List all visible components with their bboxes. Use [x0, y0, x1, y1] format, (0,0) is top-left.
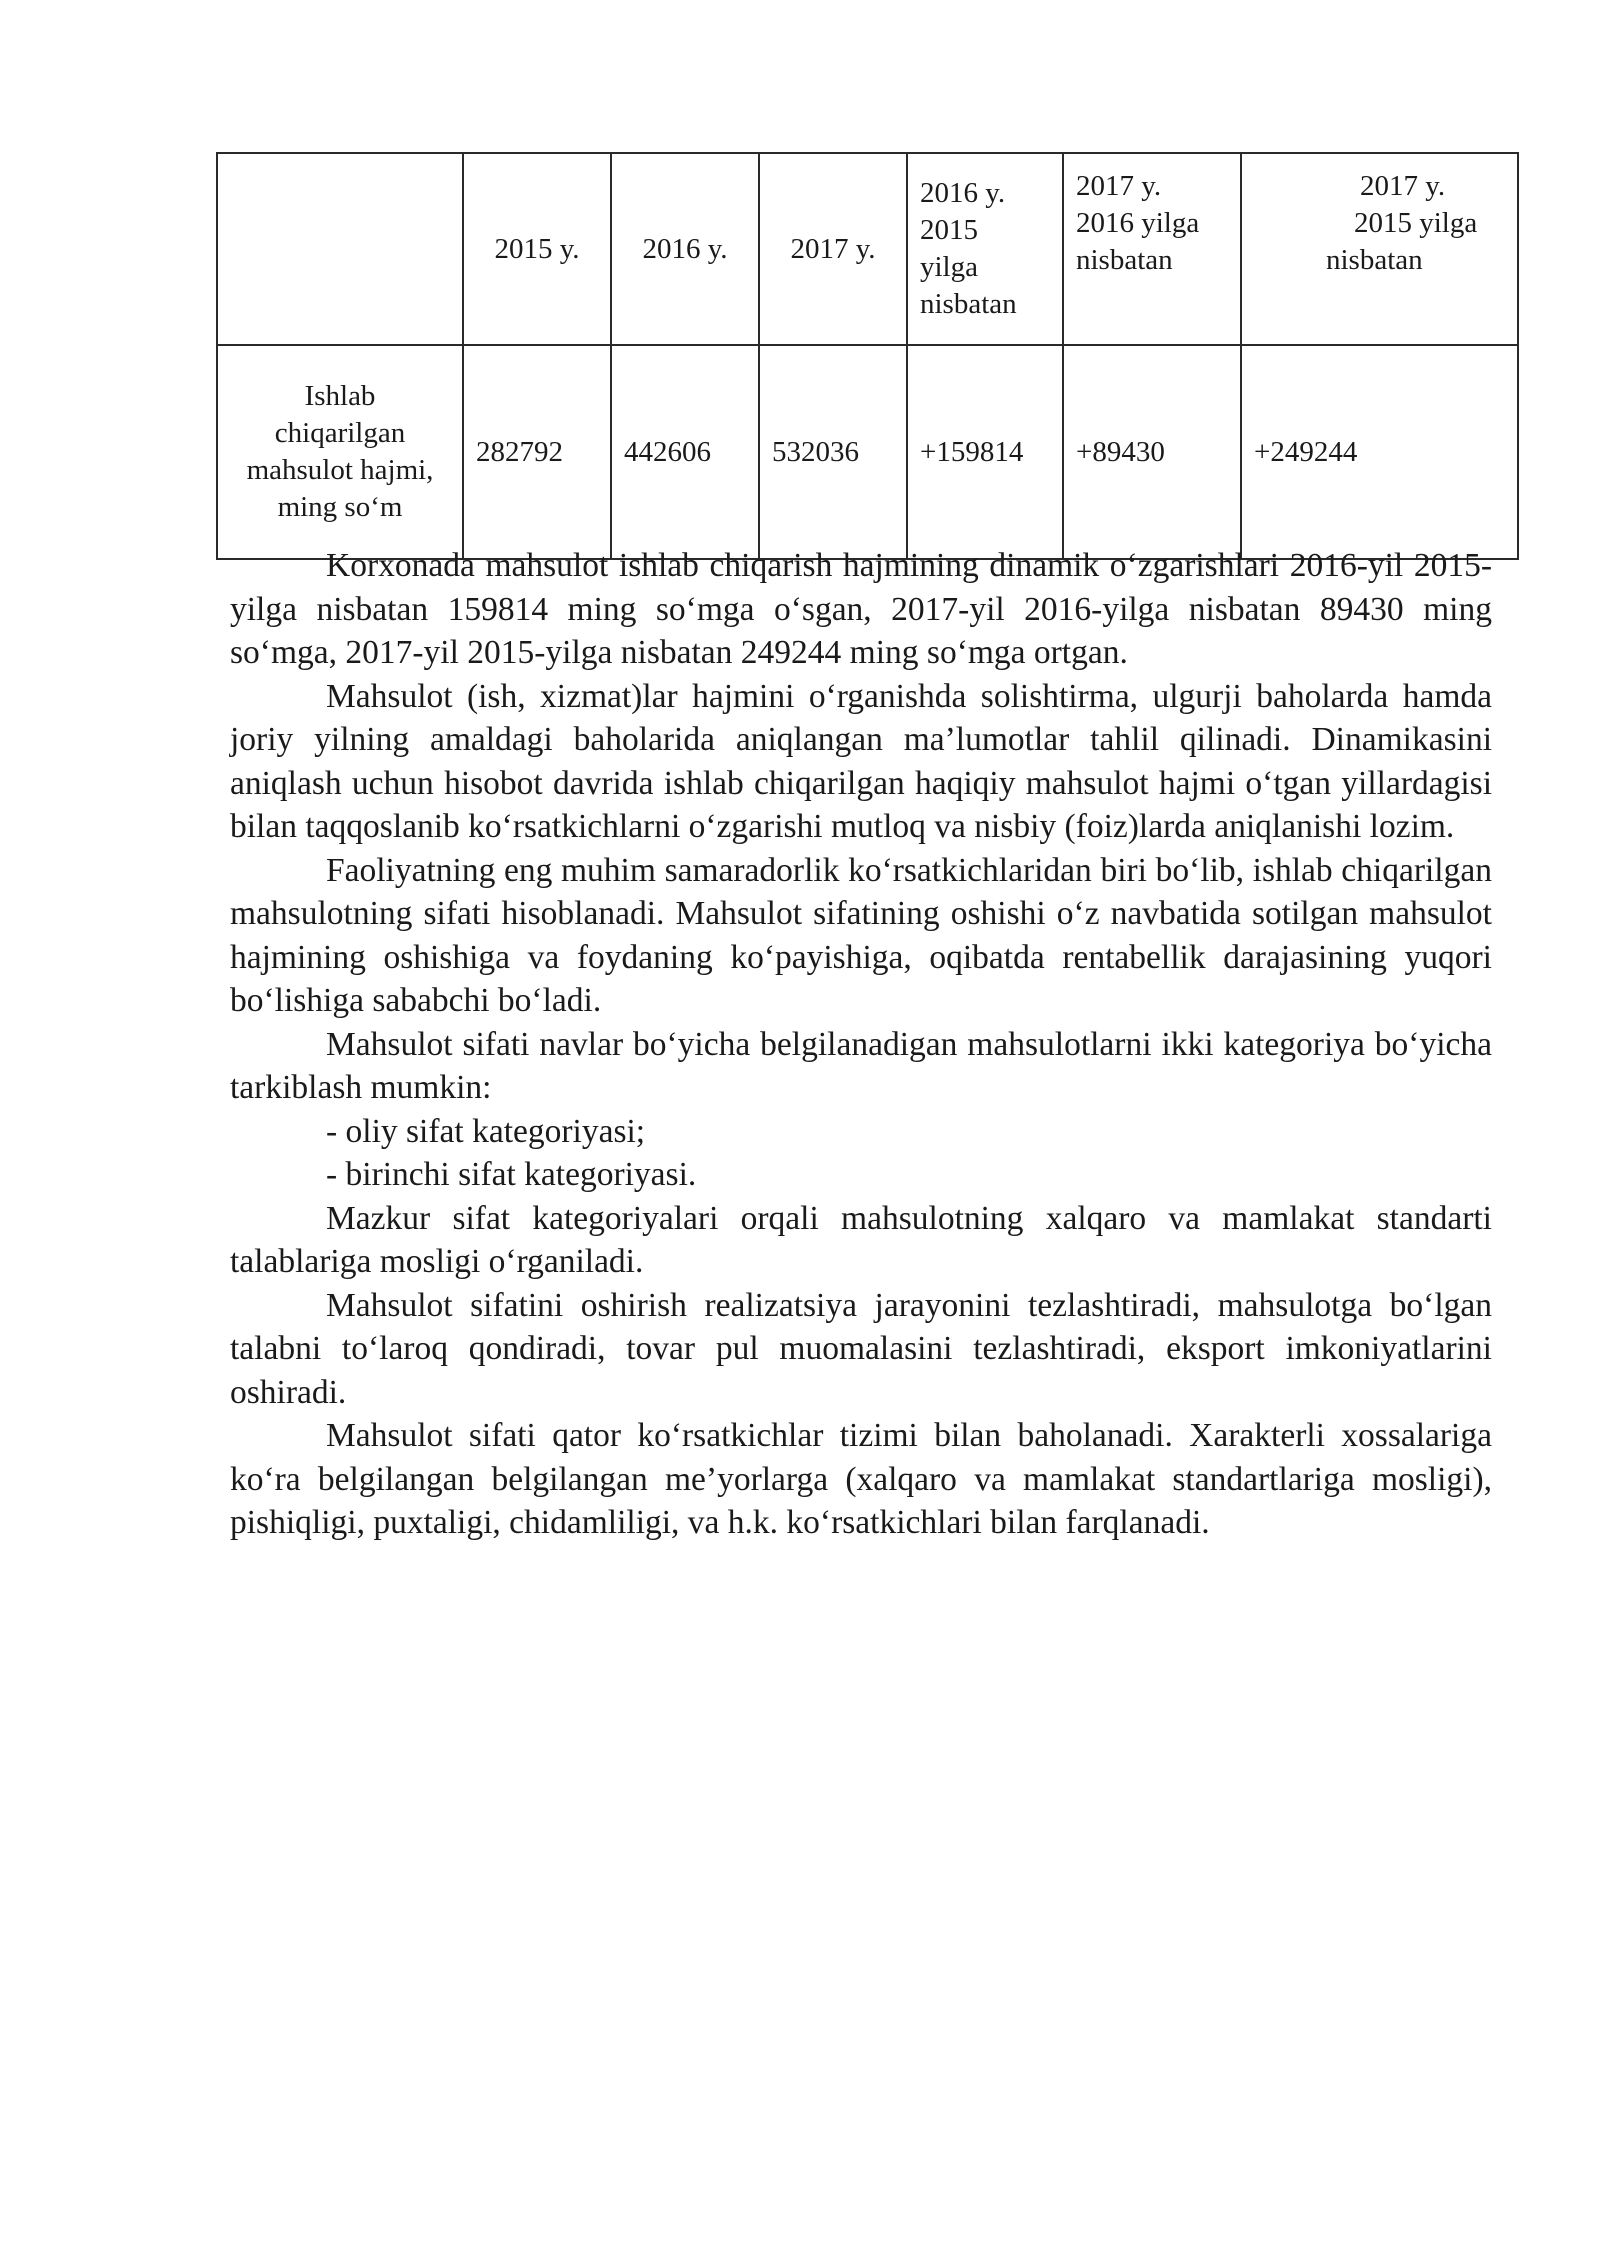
paragraph: Mahsulot sifati qator ko‘rsatkichlar tizimi bilan baholanadi. Xarakterli xossalariga ko‘ra belgilangan belgilangan me’yorlarga (xalqaro va mamlakat standartlariga mosligi), pishiqligi, puxtaligi, chidamliligi, va h.k. ko‘rsatkichlari bilan farqlanadi.	[230, 1417, 1492, 1541]
paragraph: Mazkur sifat kategoriyalari orqali mahsulotning xalqaro va mamlakat standarti talablariga mosligi o‘rganiladi.	[230, 1199, 1492, 1280]
row-label: Ishlab chiqarilgan mahsulot hajmi, ming so‘m	[217, 345, 463, 559]
paragraph: Faoliyatning eng muhim samaradorlik ko‘rsatkichlaridan biri bo‘lib, ishlab chiqarilgan mahsulotning sifati hisoblanadi. Mahsulot sifatining oshishi o‘z navbatida sotilgan mahsulot hajmining oshishiga va foydaning ko‘payishiga, oqibatda rentabellik darajasining yuqori bo‘lishiga sababchi bo‘ladi.	[230, 851, 1492, 1019]
paragraph: Mahsulot sifatini oshirish realizatsiya jarayonini tezlashtiradi, mahsulotga bo‘lgan talabni to‘laroq qondiradi, tovar pul muomalasini tezlashtiradi, eksport imkoniyatlarini oshiradi.	[230, 1286, 1492, 1411]
list-item: - oliy sifat kategoriyasi;	[326, 1112, 646, 1150]
header-2016-vs-2015: 2016 y. 2015 yilga nisbatan	[907, 153, 1063, 345]
value-2016: 442606	[611, 345, 759, 559]
table-header-row	[217, 153, 1518, 345]
paragraph: Mahsulot sifati navlar bo‘yicha belgilanadigan mahsulotlarni ikki kategoriya bo‘yicha tarkiblash mumkin:	[230, 1025, 1492, 1106]
paragraph: Mahsulot (ish, xizmat)lar hajmini o‘rganishda solishtirma, ulgurji baholarda hamda joriy yilning amaldagi baholarida aniqlangan ma’lumotlar tahlil qilinadi. Dinamikasini aniqlash uchun hisobot davrida ishlab chiqarilgan haqiqiy mahsulot hajmi o‘tgan yillardagisi bilan taqqoslanib ko‘rsatkichlarni o‘zgarishi mutloq va nisbiy (foiz)larda aniqlanishi lozim.	[230, 677, 1492, 845]
header-2016: 2016 y.	[611, 153, 759, 345]
header-2017: 2017 y.	[759, 153, 907, 345]
list-item: - birinchi sifat kategoriyasi.	[326, 1156, 697, 1193]
header-2017-vs-2015: 2017 y. 2015 yilga nisbatan	[1241, 153, 1518, 345]
header-2015: 2015 y.	[463, 153, 611, 345]
table-row	[217, 345, 1518, 559]
production-volume-table	[216, 152, 1519, 560]
value-2016-vs-2015: +159814	[907, 345, 1063, 559]
value-2017: 532036	[759, 345, 907, 559]
paragraph: Korxonada mahsulot ishlab chiqarish hajmining dinamik o‘zgarishlari 2016-yil 2015-yilga nisbatan 159814 ming so‘mga o‘sgan, 2017-yil 2016-yilga nisbatan 89430 ming so‘mga, 2017-yil 2015-yilga nisbatan 249244 ming so‘mga ortgan.	[230, 547, 1492, 671]
body-text	[230, 544, 1492, 1545]
value-2015: 282792	[463, 345, 611, 559]
header-empty-cell	[217, 153, 463, 345]
value-2017-vs-2016: +89430	[1063, 345, 1241, 559]
header-2017-vs-2016: 2017 y. 2016 yilga nisbatan	[1063, 153, 1241, 345]
value-2017-vs-2015: +249244	[1241, 345, 1518, 559]
